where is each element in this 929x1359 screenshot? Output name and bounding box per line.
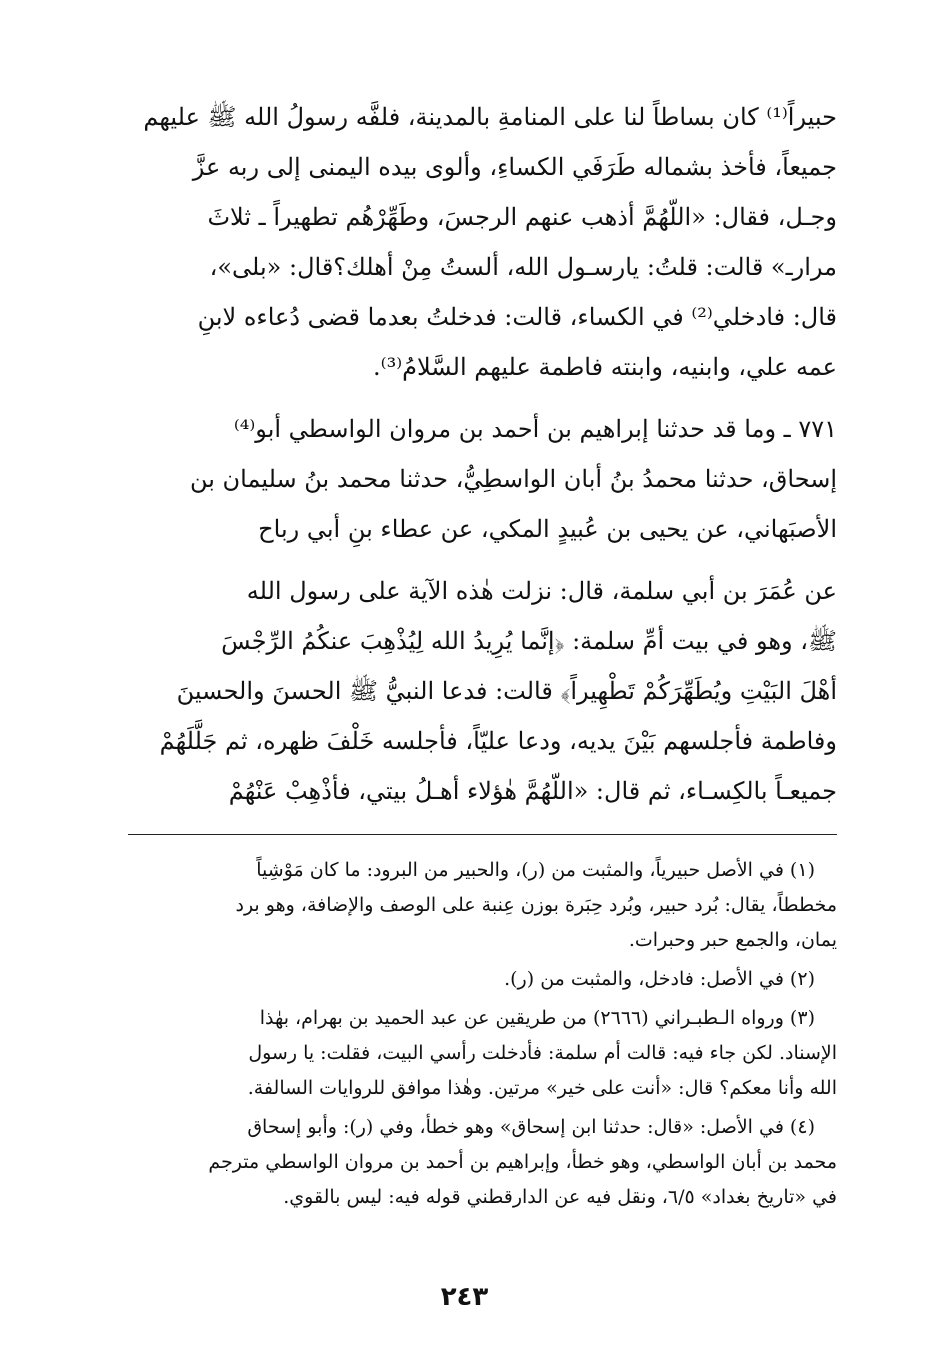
footnote-line: (١) في الأصل حبيرياً، والمثبت من (ر)، والحبير من البرود: ما كان مَوْشِياً [256,859,815,881]
text-line: ﷺ، وهو في بيت أمِّ سلمة: ﴿إنَّما يُرِيدُ الله لِيُذْهِبَ عنكُمُ الرِّجْسَ [221,627,837,655]
text-line: عن عُمَرَ بن أبي سلمة، قال: نزلت هٰذه الآية على رسول الله [246,577,837,605]
footnotes [128,853,837,1215]
text-line: مرارـ» قالت: قلتُ: يارسـول الله، ألستُ مِنْ أهلك؟قال: «بلى»، [209,253,837,281]
footnote-4 [128,1110,837,1215]
text-line: حبيراً⁽¹⁾ كان بساطاً لنا على المنامةِ بالمدينة، فلفَّه رسولُ الله ﷺ عليهم [143,103,837,131]
paragraph-3 [128,566,837,816]
text-line: وجـل، فقال: «اللّهُمَّ أذهب عنهم الرجسَ، وطَهِّرْهُم تطهيراً ـ ثلاثَ [207,203,837,231]
footnote-divider [128,834,837,835]
text-line: ٧٧١ ـ وما قد حدثنا إبراهيم بن أحمد بن مروان الواسطي أبو⁽⁴⁾ [233,415,837,443]
footnote-line: مخططاً، يقال: بُرد حبير، وبُرد حِبَرة بوزن عِنبة على الوصف والإضافة، وهو برد [235,894,837,916]
paragraph-1 [128,92,837,392]
footnote-line: الإسناد. لكن جاء فيه: قالت أم سلمة: فأدخلت رأسي البيت، فقلت: يا رسول [248,1042,837,1064]
text-line: وفاطمة فأجلسهم بَيْنَ يديه، ودعا عليّاً، فأجلسه خَلْفَ ظهره، ثم جَلَّلَهُمْ [159,727,837,755]
footnote-1 [128,853,837,958]
footnote-line: في «تاريخ بغداد» ٦/٥، ونقل فيه عن الدارقطني قوله فيه: ليس بالقوي. [283,1186,837,1208]
footnote-line: يمان، والجمع حبر وحبرات. [628,929,837,951]
main-text [128,92,837,816]
footnote-line: (٣) ورواه الـطبـراني (٢٦٦٦) من طريقين عن عبد الحميد بن بهرام، بهٰذا [259,1007,815,1029]
text-line: عمه علي، وابنيه، وابنته فاطمة عليهم السَّلامُ⁽³⁾. [373,353,837,381]
footnote-line: (٤) في الأصل: «قال: حدثنا ابن إسحاق» وهو خطأ، وفي (ر): وأبو إسحاق [247,1116,815,1138]
text-line: جميعـاً بالكِسـاء، ثم قال: «اللّهُمَّ هٰؤلاء أهـلُ بيتي، فأذْهِبْ عَنْهُمْ [228,777,837,805]
text-line: إسحاق، حدثنا محمدُ بنُ أبان الواسطِيُّ، حدثنا محمد بنُ سليمان بن [189,465,837,493]
text-line: قال: فادخلي⁽²⁾ في الكساء، قالت: فدخلتُ بعدما قضى دُعاءه لابنِ [197,303,837,331]
footnote-3 [128,1001,837,1106]
paragraph-2 [128,404,837,554]
text-line: جميعاً، فأخذ بشماله طَرَفَي الكساءِ، وألوى بيده اليمنى إلى ربه عزَّ [192,153,837,181]
text-line: أهْلَ البَيْتِ ويُطَهِّرَكُمْ تَطْهِيراً﴾ قالت: فدعا النبيُّ ﷺ الحسنَ والحسينَ [176,677,837,705]
text-line: الأصبَهاني، عن يحيى بن عُبيدٍ المكي، عن عطاء بنِ أبي رباح [258,515,837,543]
footnote-line: (٢) في الأصل: فادخل، والمثبت من (ر). [504,968,815,990]
footnote-2 [128,962,837,997]
footnote-line: الله وأنا معكم؟ قال: «أنت على خير» مرتين. وهٰذا موافق للروايات السالفة. [247,1077,837,1099]
page-number: ٢٤٣ [440,1282,489,1312]
book-page [128,92,837,1219]
footnote-line: محمد بن أبان الواسطي، وهو خطأ، وإبراهيم بن أحمد بن مروان الواسطي مترجم [208,1151,837,1173]
